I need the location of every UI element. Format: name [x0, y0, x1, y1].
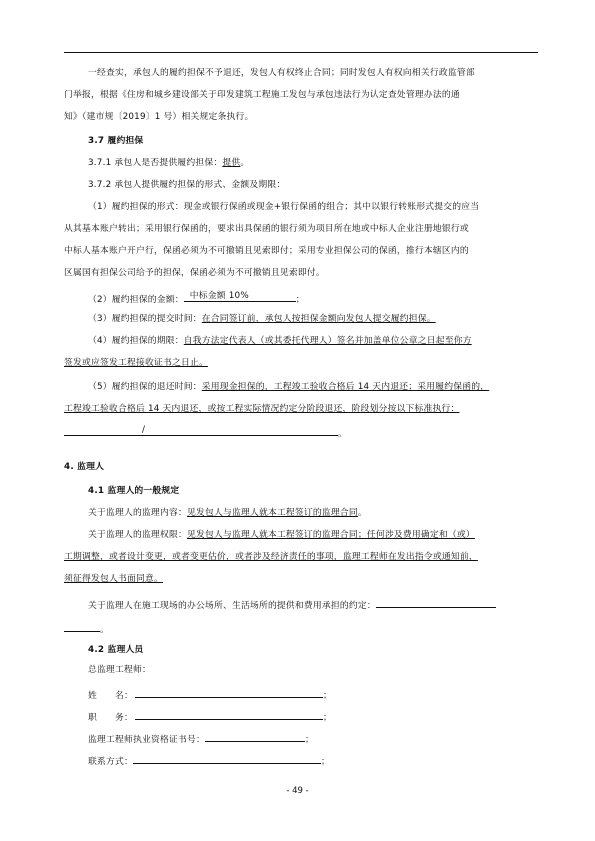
refund-stage-field: [64, 426, 338, 436]
clause-value: 采用现金担保的，工程竣工验收合格后 14 天内退还；采用履约保函的，: [201, 382, 490, 392]
field-label: 联系方式：: [88, 757, 133, 767]
clause-label: 关于监理人的监理权限：: [88, 530, 187, 540]
section-heading-3-7: 3.7 履约担保: [88, 136, 144, 146]
clause-label: （3）履约担保的提交时间：: [88, 314, 202, 324]
guarantee-form-line: 区属国有担保公司给予的担保，保函必须为不可撤销且见索即付。: [64, 268, 325, 278]
guarantee-period-cont: 签发或应签发工程接收证书之日止。: [64, 358, 208, 368]
field-label: 姓 名：: [88, 691, 133, 701]
clause-label: （4）履约担保的期限：: [88, 336, 184, 346]
clause-label: 关于监理人的监理内容：: [88, 508, 187, 518]
punct: ；: [295, 295, 305, 305]
clause-3-7-2: 3.7.2 承包人提供履约担保的形式、金额及期限：: [88, 180, 286, 190]
section-heading-4-2: 4.2 监理人员: [88, 645, 144, 655]
guarantee-form-line: 中标人基本账户开户行，保函必须为不可撤销且见索即付；采用专业担保公司的保函，推行本辖区内的: [64, 246, 469, 256]
guarantee-refund: [88, 382, 489, 393]
guarantee-form-line: （1）履约担保的形式：现金或银行保函或现金+银行保函的组合；其中以银行转账形式提交的应当: [88, 202, 480, 212]
clause-label: 3.7.1 承包人是否提供履约担保：: [88, 158, 223, 168]
field-value: /: [142, 425, 146, 435]
page-number: - 49 -: [286, 786, 309, 796]
supervision-content: [88, 508, 367, 519]
punct: 。: [240, 158, 250, 168]
field-label: 监理工程师执业资格证书号：: [88, 735, 205, 745]
paragraph-line: 知》（建市规〔2019〕1 号）相关规定条执行。: [64, 112, 254, 122]
office-agreement-field: [376, 598, 496, 608]
section-heading-4-1: 4.1 监理人的一般规定: [88, 486, 180, 496]
guarantee-refund-blank-line: [64, 426, 347, 440]
header-rule: [64, 52, 538, 53]
supervision-authority-cont: 须征得发包人书面同意。: [64, 574, 163, 584]
contact-row: [88, 754, 330, 768]
paragraph-line: 一经查实，承包人的履约担保不予退还，发包人有权终止合同；同时发包人有权向相关行政监管部: [88, 68, 475, 78]
paragraph-line: 门举报，根据《住房和城乡建设部关于印发建筑工程施工发包与承包违法行为认定查处管理办法的通: [64, 90, 460, 100]
certificate-row: [88, 732, 314, 746]
certificate-field: [205, 732, 305, 742]
contact-field: [133, 754, 321, 764]
guarantee-period: [88, 336, 472, 347]
title-row: [88, 710, 332, 724]
clause-label: 关于监理人在施工现场的办公场所、生活场所的提供和费用承担的约定：: [88, 601, 376, 611]
guarantee-refund-cont: 工程竣工验收合格后 14 天内退还，或按工程实际情况约定分阶段退还，阶段划分按以下标准执行：: [64, 404, 460, 414]
guarantee-amount: [88, 292, 305, 306]
punct: ；: [323, 691, 332, 701]
clause-value: 在合同签订前，承包人按担保金额向发包人提交履约担保。: [201, 314, 436, 324]
office-agreement-cont: [64, 622, 109, 636]
name-field: [135, 688, 323, 698]
chief-engineer-label: 总监理工程师：: [88, 665, 151, 675]
name-row: [88, 688, 332, 702]
punct: 。: [338, 429, 347, 439]
punct: 。: [357, 508, 367, 518]
office-agreement-field-cont: [64, 622, 100, 632]
supervision-authority-cont: 工期调整，或者设计变更，或者变更估价，或者涉及经济责任的事项，监理工程师在发出指令或通知前，: [64, 552, 478, 562]
supervision-authority: [88, 530, 475, 541]
field-value: 中标金额 10%: [189, 291, 249, 301]
title-field: [135, 710, 323, 720]
clause-value: 自我方法定代表人（或其委托代理人）签名并加盖单位公章之日起至你方: [183, 336, 472, 346]
clause-value: 见发包人与监理人就本工程签订的监理合同；任何涉及费用确定和（或）: [186, 530, 475, 540]
clause-label: （2）履约担保的金额：: [88, 295, 184, 305]
clause-value: 提供: [222, 158, 241, 168]
section-heading-4: 4. 监理人: [64, 462, 105, 472]
clause-3-7-1: [88, 158, 249, 169]
field-label: 职 务：: [88, 713, 133, 723]
guarantee-submit-time: [88, 314, 436, 325]
clause-value: 见发包人与监理人就本工程签订的监理合同: [186, 508, 358, 518]
punct: 。: [100, 625, 109, 635]
punct: ；: [304, 735, 314, 745]
punct: ；: [323, 713, 332, 723]
punct: ；: [321, 757, 330, 767]
office-agreement: [88, 598, 496, 612]
clause-label: （5）履约担保的退还时间：: [88, 382, 202, 392]
guarantee-form-line: 从其基本账户转出；采用银行保函的，要求出具保函的银行须为项目所在地或中标人企业注册地银行或: [64, 224, 469, 234]
amount-field: [184, 292, 296, 302]
